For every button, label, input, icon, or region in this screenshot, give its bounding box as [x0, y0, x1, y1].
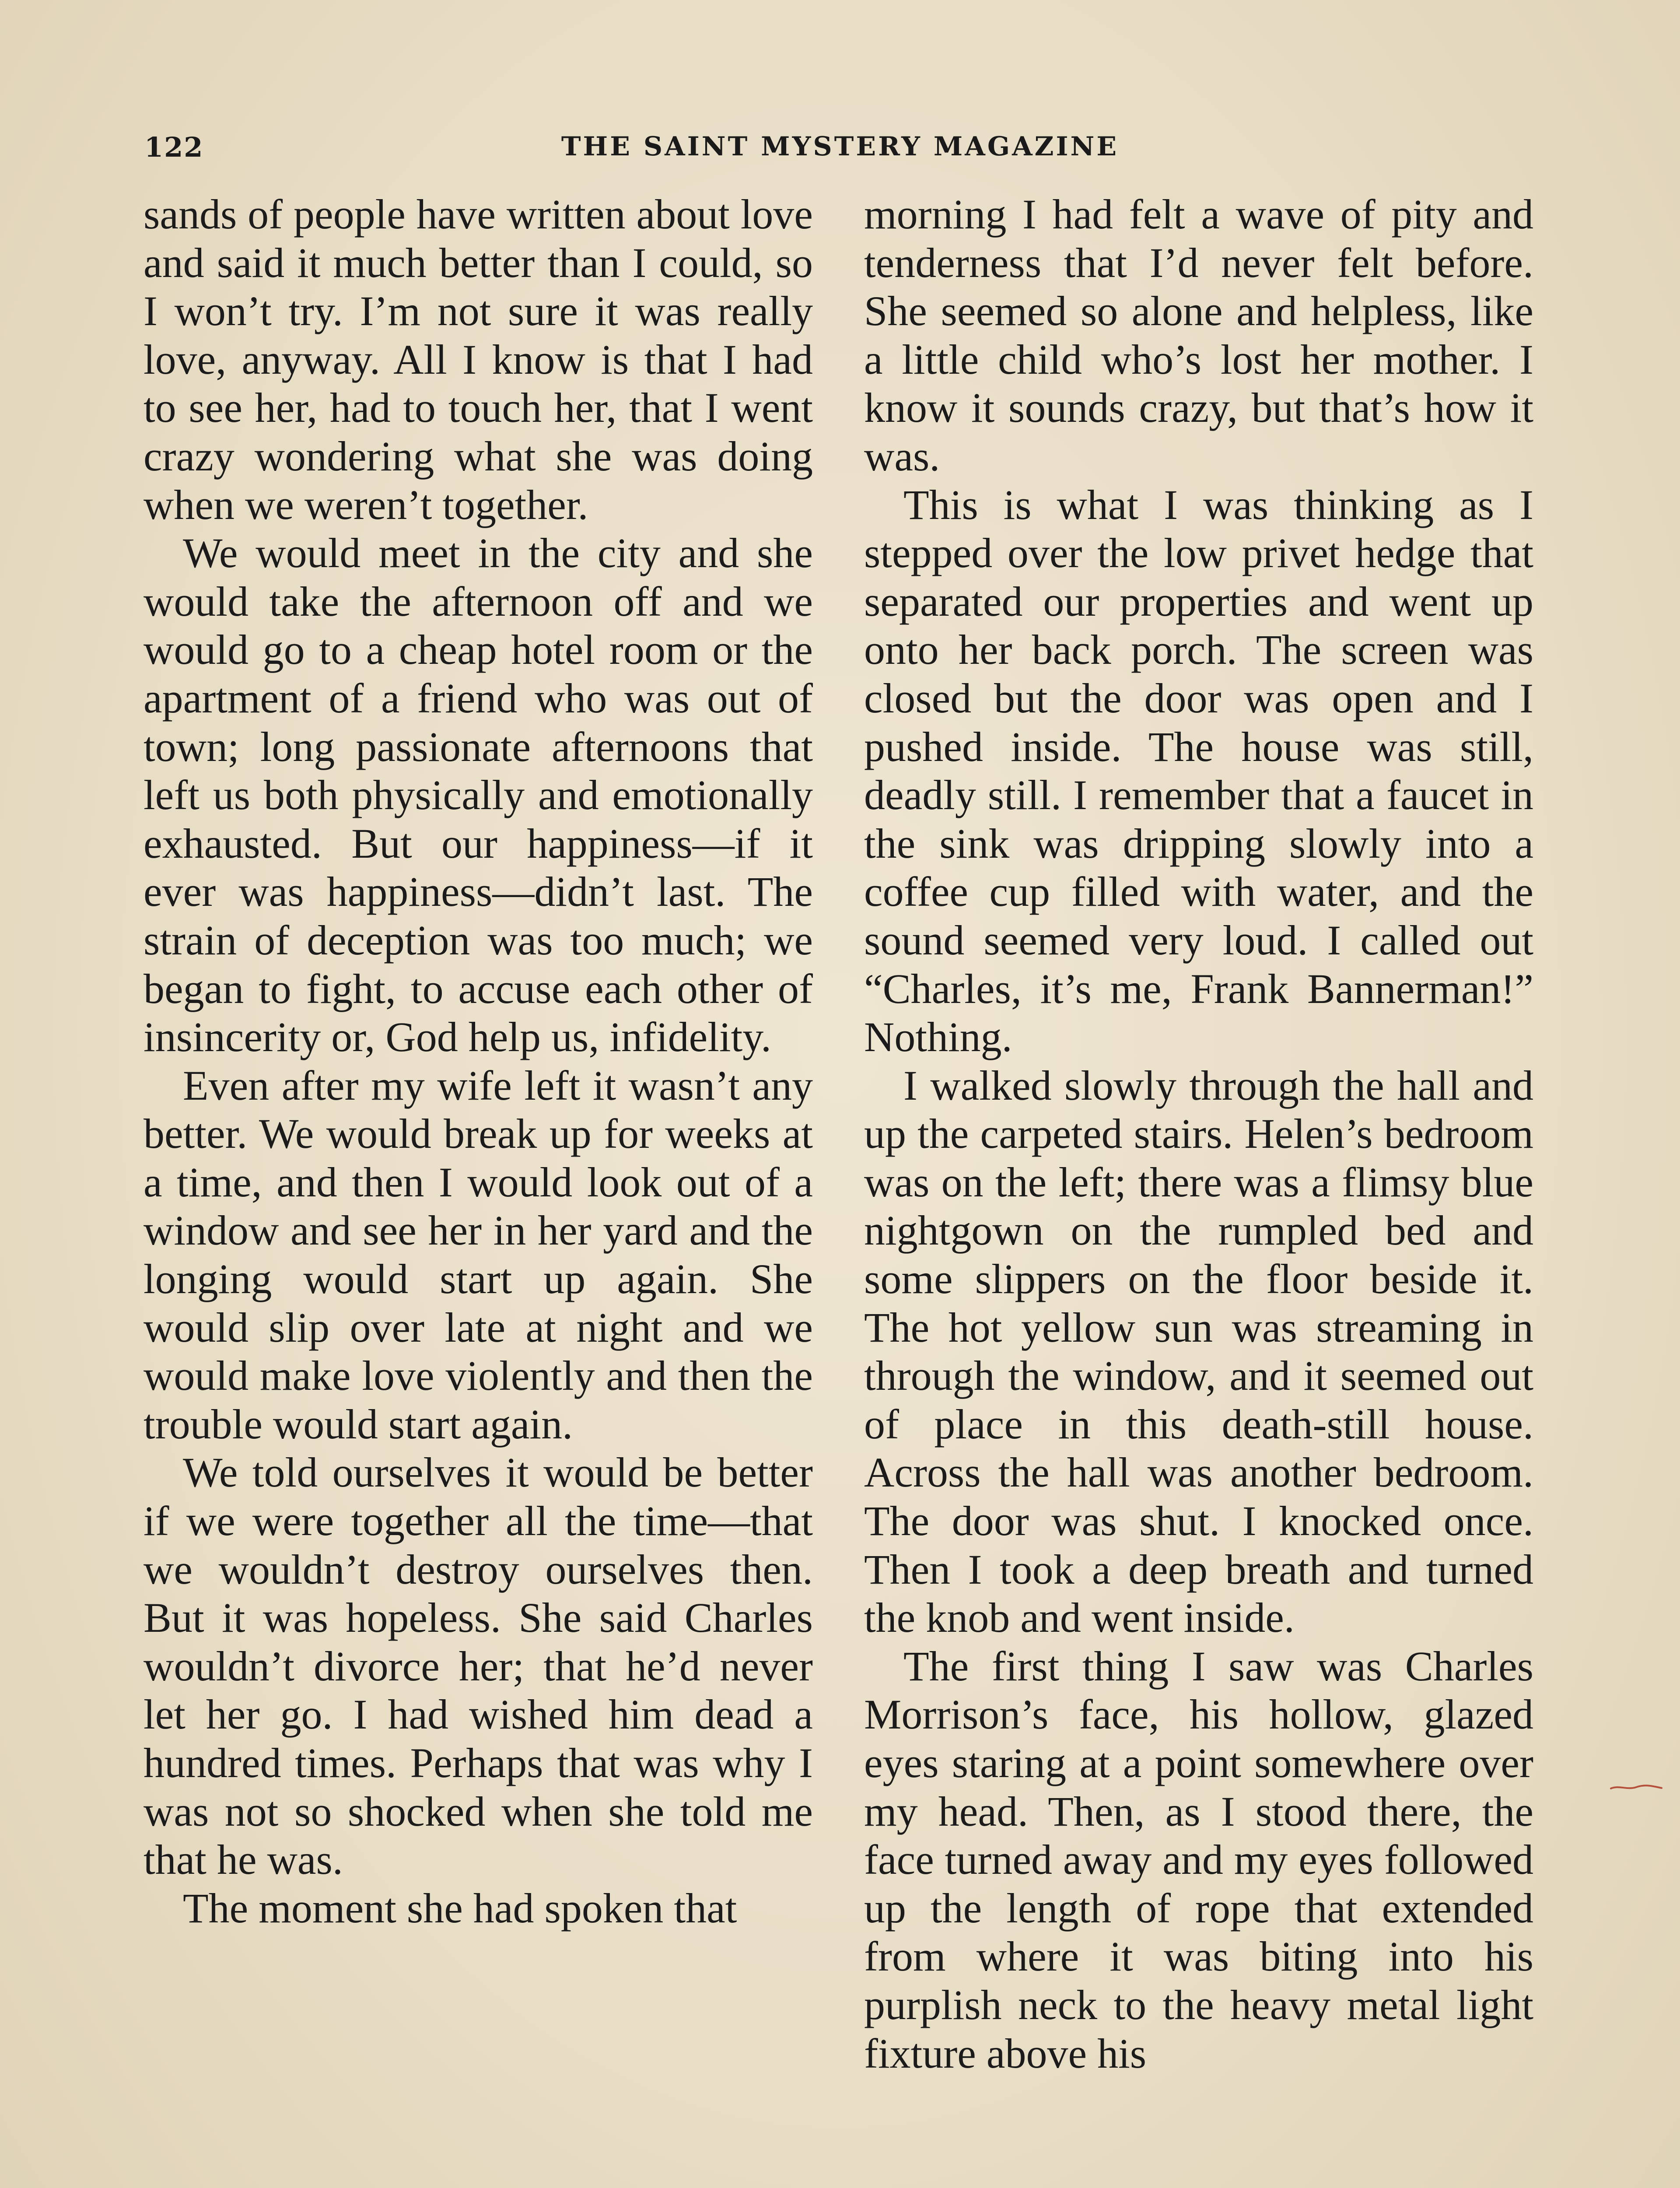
running-head-title: THE SAINT MYSTERY MAGAZINE: [561, 131, 1119, 162]
paragraph: The first thing I saw was Charles Morrison’s face, his hollow, glazed eyes staring at a point somewhere over my head. Then, as I stood there, the face turned away and my eyes followed up the length of rope that extended from where it was biting into his purplish neck to the heavy metal light fixture above his: [864, 1642, 1533, 2077]
right-column: [864, 190, 1533, 2078]
paragraph: The moment she had spoken that: [183, 1884, 737, 1932]
paragraph: We told ourselves it would be better if we were together all the time—that we wouldn’t destroy ourselves then. But it was hopeless. She said Charles wouldn’t divorce her; that he’d never let her go. I had wished him dead a hundred times. Perhaps that was why I was not so shocked when she told me that he was.: [144, 1449, 813, 1883]
page-header: [144, 131, 1536, 171]
paragraph: Even after my wife left it wasn’t any better. We would break up for weeks at a time, and then I would look out of a window and see her in her yard and the longing would start up again. She would slip over late at night and we would make love violently and then the trouble would start again.: [144, 1062, 813, 1448]
ink-smudge-mark: [1610, 1783, 1662, 1792]
paragraph: We would meet in the city and she would take the afternoon off and we would go to a cheap hotel room or the apartment of a friend who was out of town; long passionate afternoons that left us both physically and emotionally exhausted. But our happiness—if it ever was happiness—didn’t last. The strain of deception was too much; we began to fight, to accuse each other of insincerity or, God help us, infidelity.: [144, 529, 813, 1061]
paragraph: morning I had felt a wave of pity and tenderness that I’d never felt before. She seemed so alone and helpless, like a little child who’s lost her mother. I know it sounds crazy, but that’s how it was.: [864, 191, 1533, 480]
paragraph: This is what I was thinking as I stepped over the low privet hedge that separated our properties and went up onto her back porch. The screen was closed but the door was open and I pushed inside. The house was still, deadly still. I remember that a faucet in the sink was dripping slowly into a coffee cup filled with water, and the sound seemed very loud. I called out “Charles, it’s me, Frank Bannerman!” Nothing.: [864, 481, 1533, 1061]
paragraph: I walked slowly through the hall and up the carpeted stairs. Helen’s bedroom was on the left; there was a flimsy blue nightgown on the rumpled bed and some slippers on the floor beside it. The hot yellow sun was streaming in through the window, and it seemed out of place in this death-still house. Across the hall was another bedroom. The door was shut. I knocked once. Then I took a deep breath and turned the knob and went inside.: [864, 1062, 1533, 1641]
page-number: 122: [144, 131, 204, 163]
paragraph: sands of people have written about love and said it much better than I could, so I won’t try. I’m not sure it was really love, anyway. All I know is that I had to see her, had to touch her, that I went crazy wondering what she was doing when we weren’t together.: [144, 191, 813, 528]
left-column: [144, 190, 813, 1932]
